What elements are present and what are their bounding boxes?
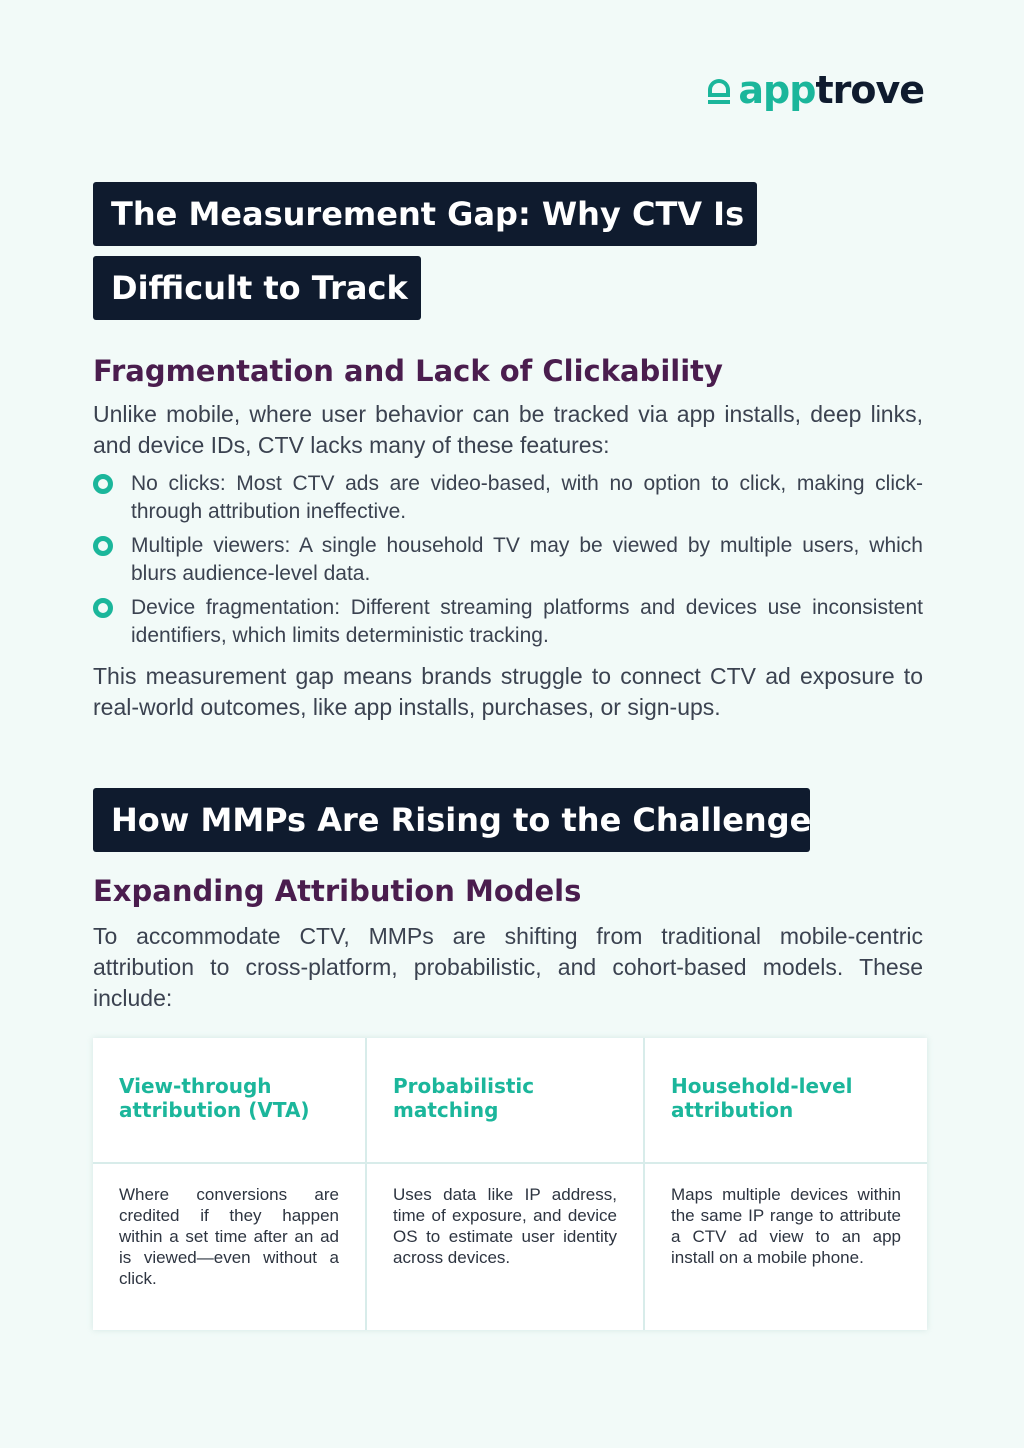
section2-heading: How MMPs Are Rising to the Challenge	[93, 788, 810, 852]
fragmentation-subheading: Fragmentation and Lack of Clickability	[93, 354, 723, 388]
list-item: No clicks: Most CTV ads are video-based, with no option to click, making click-through attribution ineffective.	[93, 470, 923, 526]
column-text: Uses data like IP address, time of exposure, and device OS to estimate user identity across devices.	[393, 1185, 617, 1267]
section2-intro: To accommodate CTV, MMPs are shifting from traditional mobile-centric attribution to cross-platform, probabilistic, and cohort-based models. These include:	[93, 923, 923, 1011]
attribution-models-table	[93, 1038, 927, 1330]
list-item: Multiple viewers: A single household TV may be viewed by multiple users, which blurs audience-level data.	[93, 532, 923, 588]
bullet-ring-icon	[93, 536, 113, 556]
logo-text-trove: trove	[815, 68, 924, 112]
logo-mark-icon	[706, 75, 732, 105]
section1-heading-line1: The Measurement Gap: Why CTV Is	[93, 182, 757, 246]
table-column-household	[643, 1038, 927, 1330]
list-item: Device fragmentation: Different streaming platforms and devices use inconsistent identifiers, which limits deterministic tracking.	[93, 594, 923, 650]
apptrove-logo	[706, 68, 924, 112]
column-title: Probabilistic matching	[367, 1038, 643, 1164]
section1-conclusion: This measurement gap means brands struggle to connect CTV ad exposure to real-world outcomes, like app installs, purchases, or sign-ups.	[93, 663, 923, 720]
ctv-limitations-list	[93, 470, 923, 656]
section1-heading-line2: Difficult to Track	[93, 256, 421, 320]
table-column-probabilistic	[365, 1038, 643, 1330]
column-title: Household-level attribution	[645, 1038, 927, 1164]
logo-text-app: app	[738, 68, 816, 112]
section1-intro: Unlike mobile, where user behavior can be tracked via app installs, deep links, and device IDs, CTV lacks many of these features:	[93, 401, 923, 458]
attribution-models-subheading: Expanding Attribution Models	[93, 874, 582, 908]
bullet-ring-icon	[93, 598, 113, 618]
bullet-ring-icon	[93, 474, 113, 494]
column-text: Maps multiple devices within the same IP range to attribute a CTV ad view to an app install on a mobile phone.	[671, 1185, 901, 1267]
table-column-vta	[93, 1038, 365, 1330]
column-title: View-through attribution (VTA)	[93, 1038, 365, 1164]
column-text: Where conversions are credited if they happen within a set time after an ad is viewed—even without a click.	[119, 1185, 339, 1288]
